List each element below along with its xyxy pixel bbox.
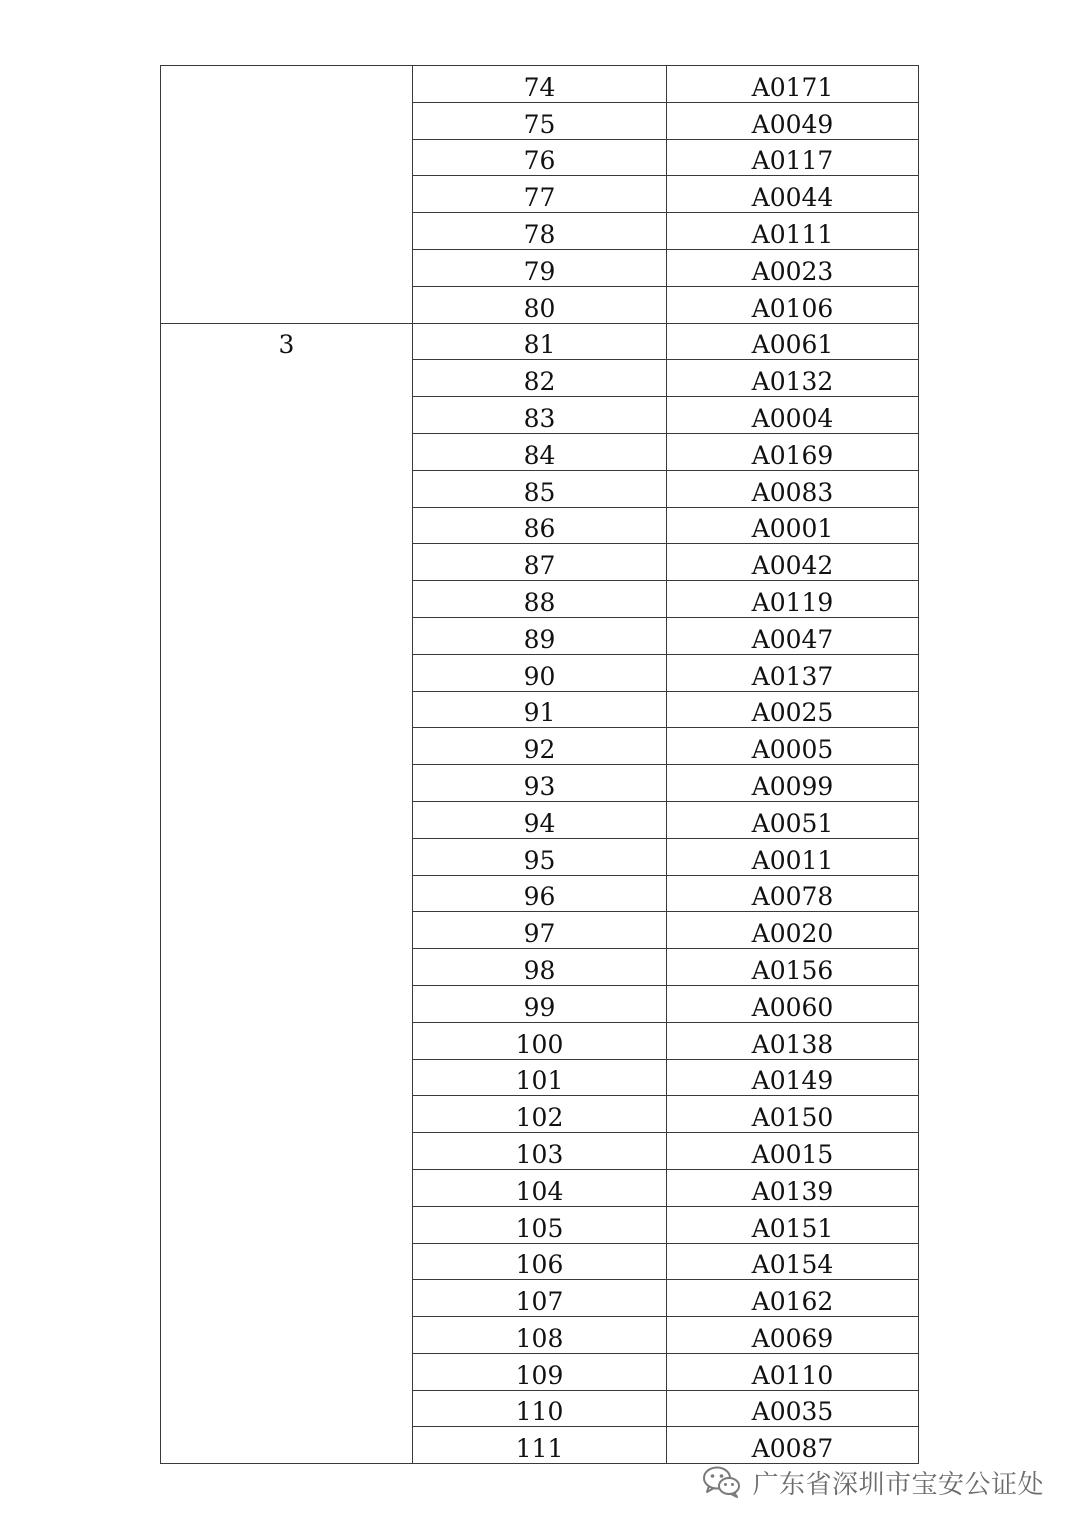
seq-cell: 81	[413, 323, 667, 360]
seq-cell: 85	[413, 470, 667, 507]
seq-cell: 91	[413, 691, 667, 728]
seq-cell: 96	[413, 875, 667, 912]
seq-cell: 80	[413, 286, 667, 323]
seq-cell: 79	[413, 249, 667, 286]
code-cell: A0061	[667, 323, 919, 360]
code-cell: A0049	[667, 102, 919, 139]
seq-cell: 99	[413, 985, 667, 1022]
code-cell: A0099	[667, 765, 919, 802]
seq-cell: 77	[413, 176, 667, 213]
seq-cell: 102	[413, 1096, 667, 1133]
seq-cell: 83	[413, 397, 667, 434]
code-cell: A0023	[667, 249, 919, 286]
code-cell: A0011	[667, 838, 919, 875]
code-cell: A0005	[667, 728, 919, 765]
code-cell: A0149	[667, 1059, 919, 1096]
seq-cell: 103	[413, 1133, 667, 1170]
seq-cell: 105	[413, 1206, 667, 1243]
seq-cell: 111	[413, 1427, 667, 1464]
code-cell: A0119	[667, 581, 919, 618]
seq-cell: 104	[413, 1169, 667, 1206]
seq-cell: 106	[413, 1243, 667, 1280]
seq-cell: 76	[413, 139, 667, 176]
seq-cell: 92	[413, 728, 667, 765]
results-table-body	[161, 66, 919, 1464]
table-row	[161, 66, 919, 103]
code-cell: A0137	[667, 654, 919, 691]
seq-cell: 94	[413, 801, 667, 838]
code-cell: A0139	[667, 1169, 919, 1206]
seq-cell: 101	[413, 1059, 667, 1096]
group-cell: 3	[161, 323, 413, 1464]
code-cell: A0035	[667, 1390, 919, 1427]
code-cell: A0078	[667, 875, 919, 912]
wechat-icon	[702, 1465, 742, 1499]
code-cell: A0111	[667, 213, 919, 250]
code-cell: A0151	[667, 1206, 919, 1243]
seq-cell: 107	[413, 1280, 667, 1317]
seq-cell: 108	[413, 1317, 667, 1354]
code-cell: A0169	[667, 433, 919, 470]
code-cell: A0150	[667, 1096, 919, 1133]
group-cell	[161, 66, 413, 324]
code-cell: A0025	[667, 691, 919, 728]
code-cell: A0015	[667, 1133, 919, 1170]
seq-cell: 74	[413, 66, 667, 103]
code-cell: A0004	[667, 397, 919, 434]
watermark	[702, 1462, 1044, 1502]
code-cell: A0069	[667, 1317, 919, 1354]
code-cell: A0051	[667, 801, 919, 838]
code-cell: A0047	[667, 617, 919, 654]
watermark-text: 广东省深圳市宝安公证处	[752, 1469, 1044, 1500]
seq-cell: 89	[413, 617, 667, 654]
seq-cell: 78	[413, 213, 667, 250]
code-cell: A0156	[667, 949, 919, 986]
seq-cell: 75	[413, 102, 667, 139]
code-cell: A0106	[667, 286, 919, 323]
code-cell: A0044	[667, 176, 919, 213]
code-cell: A0171	[667, 66, 919, 103]
seq-cell: 84	[413, 433, 667, 470]
code-cell: A0001	[667, 507, 919, 544]
seq-cell: 95	[413, 838, 667, 875]
seq-cell: 82	[413, 360, 667, 397]
seq-cell: 88	[413, 581, 667, 618]
code-cell: A0060	[667, 985, 919, 1022]
results-table	[160, 65, 919, 1464]
seq-cell: 97	[413, 912, 667, 949]
code-cell: A0083	[667, 470, 919, 507]
seq-cell: 100	[413, 1022, 667, 1059]
seq-cell: 98	[413, 949, 667, 986]
code-cell: A0132	[667, 360, 919, 397]
code-cell: A0162	[667, 1280, 919, 1317]
code-cell: A0154	[667, 1243, 919, 1280]
seq-cell: 110	[413, 1390, 667, 1427]
code-cell: A0117	[667, 139, 919, 176]
seq-cell: 90	[413, 654, 667, 691]
seq-cell: 87	[413, 544, 667, 581]
code-cell: A0042	[667, 544, 919, 581]
code-cell: A0020	[667, 912, 919, 949]
seq-cell: 93	[413, 765, 667, 802]
code-cell: A0087	[667, 1427, 919, 1464]
seq-cell: 109	[413, 1353, 667, 1390]
code-cell: A0138	[667, 1022, 919, 1059]
table-row	[161, 323, 919, 360]
code-cell: A0110	[667, 1353, 919, 1390]
seq-cell: 86	[413, 507, 667, 544]
